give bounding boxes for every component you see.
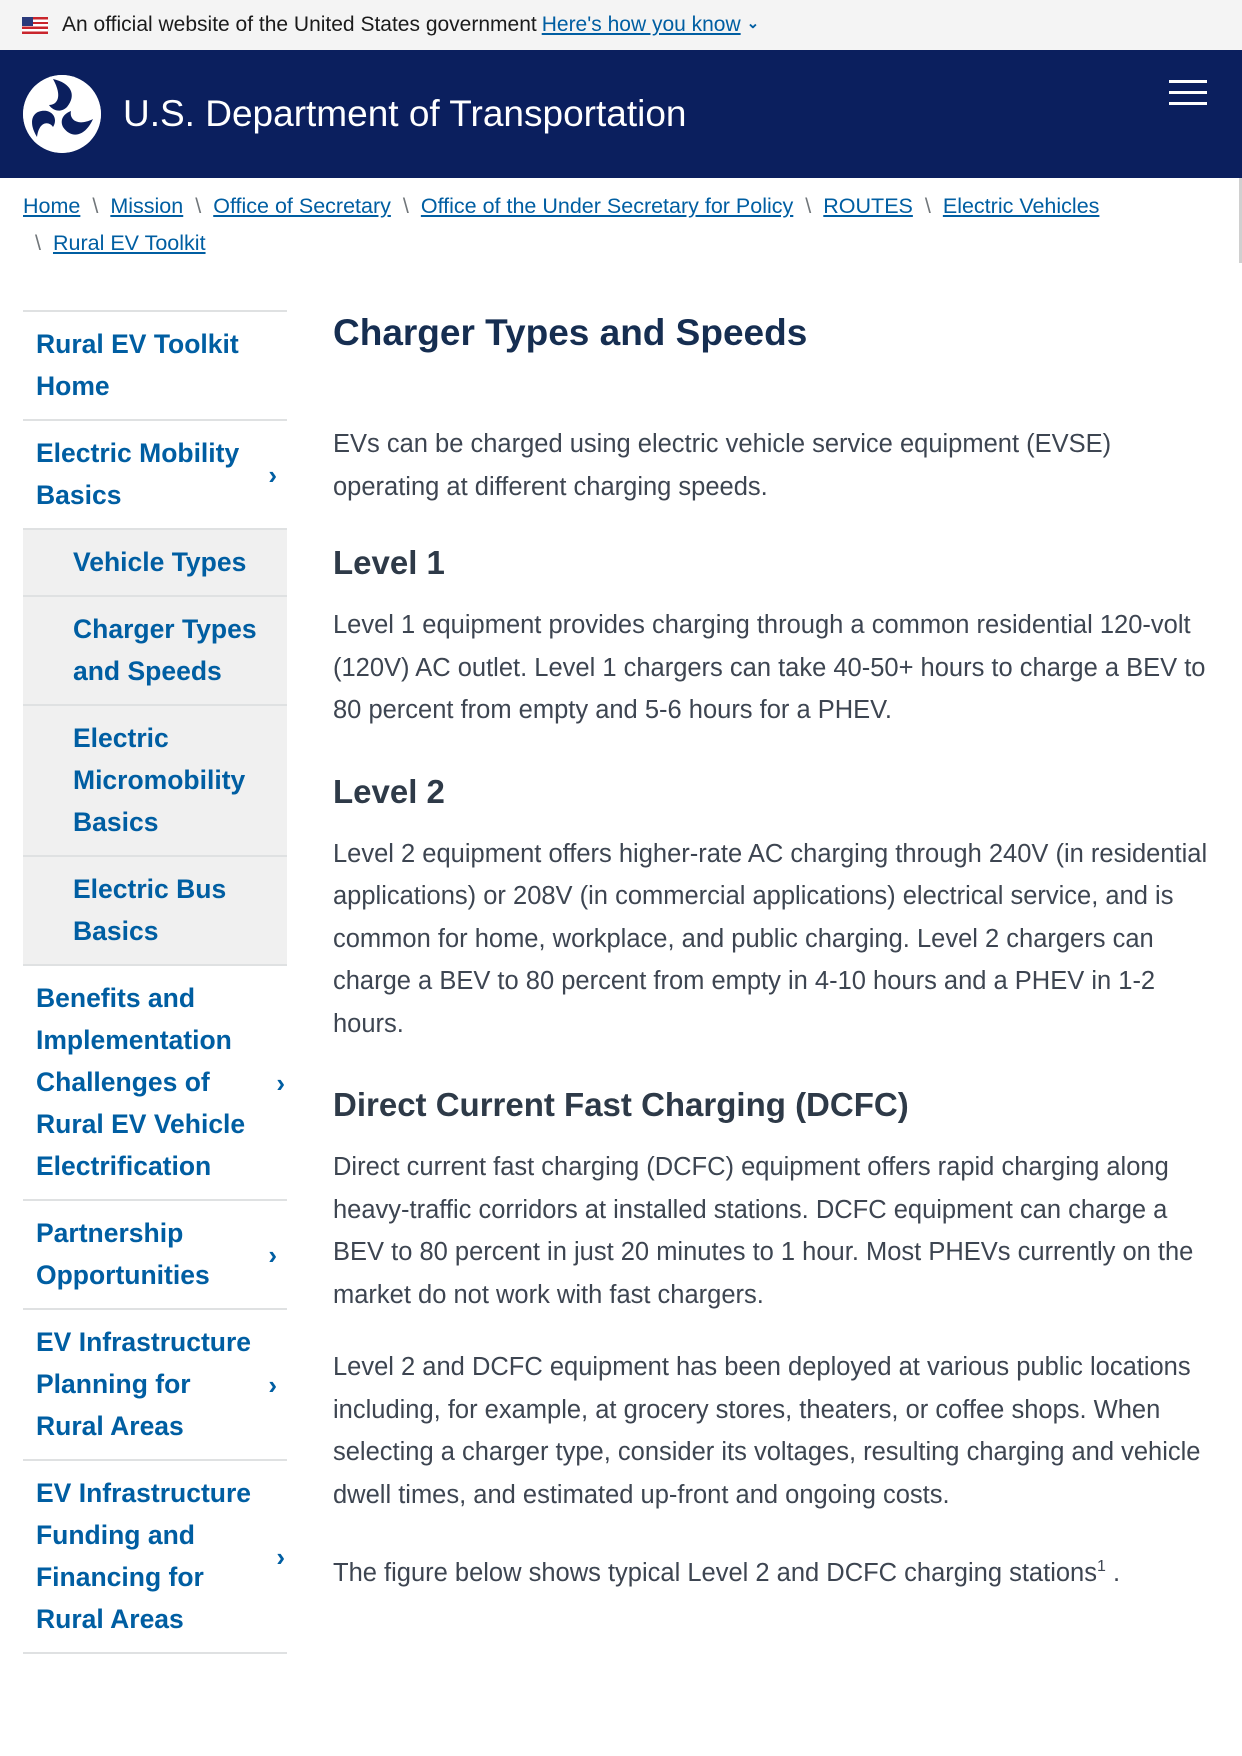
- sidebar-item-benefits-challenges[interactable]: [23, 966, 287, 1201]
- level-1-heading: Level 1: [333, 544, 445, 581]
- breadcrumb-routes[interactable]: ROUTES: [823, 194, 913, 218]
- breadcrumb-under-secretary-policy[interactable]: Office of the Under Secretary for Policy: [420, 194, 794, 218]
- sidebar-subitem-micromobility-basics[interactable]: [23, 706, 287, 857]
- breadcrumb-mission[interactable]: Mission: [110, 194, 184, 218]
- sidebar-subitem-vehicle-types[interactable]: [23, 530, 287, 597]
- sidebar-item-label: EV Infrastructure Planning for Rural Areas: [36, 1327, 252, 1441]
- sidebar-nav: [23, 310, 287, 1654]
- chevron-right-icon[interactable]: ›: [276, 1067, 285, 1098]
- sidebar-item-label: Benefits and Implementation Challenges of Rural EV Vehicle Electrification: [36, 983, 246, 1181]
- gov-banner-text: An official website of the United States government: [62, 13, 537, 36]
- sidebar-item-label: Partnership Opportunities: [36, 1218, 210, 1290]
- chevron-right-icon[interactable]: ›: [276, 1541, 285, 1572]
- breadcrumb-separator: \: [402, 194, 409, 218]
- level-1-paragraph: Level 1 equipment provides charging through a common residential 120-volt (120V) AC outlet. Level 1 chargers can take 40-50+ hours to charge a BEV to 80 percent from empty and 5-6 hours for a PHEV.: [333, 611, 1206, 724]
- breadcrumb-office-of-secretary[interactable]: Office of Secretary: [213, 194, 391, 218]
- breadcrumb-separator: \: [805, 194, 812, 218]
- heres-how-you-know-link[interactable]: Here's how you know: [541, 13, 741, 36]
- figure-intro-paragraph: [333, 1546, 1223, 1595]
- intro-paragraph: EVs can be charged using electric vehicle service equipment (EVSE) operating at different charging speeds.: [333, 430, 1112, 501]
- sidebar-item-label: Rural EV Toolkit Home: [36, 329, 239, 401]
- sidebar-subitem-electric-bus-basics[interactable]: [23, 857, 287, 966]
- hamburger-menu-icon[interactable]: [1169, 80, 1207, 106]
- sidebar-item-partnership-opportunities[interactable]: [23, 1201, 287, 1310]
- dcfc-paragraph: Direct current fast charging (DCFC) equipment offers rapid charging along heavy-traffic corridors at installed stations. DCFC equipment can charge a BEV to 80 percent in just 20 minutes to 1 hour. Most PHEVs currently on the market do not work with fast chargers.: [333, 1153, 1194, 1309]
- chevron-down-icon[interactable]: ⌄: [746, 15, 760, 32]
- deployment-paragraph: Level 2 and DCFC equipment has been deployed at various public locations including, for example, at grocery stores, theaters, or coffee shops. When selecting a charger type, consider its voltages, resulting charging and vehicle dwell times, and estimated up-front and ongoing costs.: [333, 1353, 1201, 1509]
- chevron-right-icon[interactable]: ›: [268, 1239, 277, 1270]
- sidebar-item-label: Charger Types and Speeds: [73, 614, 257, 686]
- sidebar-item-label: Electric Micromobility Basics: [73, 723, 246, 837]
- site-title[interactable]: U.S. Department of Transportation: [123, 93, 687, 134]
- footnote-reference[interactable]: 1: [1096, 1558, 1106, 1575]
- sidebar-item-label: Vehicle Types: [73, 547, 247, 577]
- chevron-right-icon[interactable]: ›: [268, 1369, 277, 1400]
- breadcrumb-separator: \: [195, 194, 202, 218]
- figure-intro-text: The figure below shows typical Level 2 and DCFC charging stations: [333, 1559, 1097, 1587]
- sidebar-item-toolkit-home[interactable]: [23, 312, 287, 421]
- breadcrumb-electric-vehicles[interactable]: Electric Vehicles: [942, 194, 1100, 218]
- breadcrumb-separator: \: [924, 194, 931, 218]
- dot-logo-icon[interactable]: [23, 75, 101, 153]
- sidebar-item-label: EV Infrastructure Funding and Financing for Rural Areas: [36, 1478, 252, 1634]
- us-flag-icon: [22, 17, 48, 34]
- level-2-paragraph: Level 2 equipment offers higher-rate AC charging through 240V (in residential applications) or 208V (in commercial applications) electrical service, and is common for home, workplace, and public charging. Level 2 chargers can charge a BEV to 80 percent from empty in 4-10 hours and a PHEV in 1-2 hours.: [333, 839, 1208, 1038]
- page-title: Charger Types and Speeds: [333, 312, 808, 353]
- breadcrumb: [0, 178, 1200, 262]
- sidebar-item-infrastructure-funding[interactable]: [23, 1461, 287, 1654]
- chevron-right-icon[interactable]: ›: [268, 459, 277, 490]
- site-header: [0, 50, 1242, 178]
- triskelion-logo-graphic: [23, 75, 101, 153]
- sidebar-subitem-charger-types-speeds[interactable]: [23, 597, 287, 706]
- main-content: [333, 305, 1223, 1595]
- sidebar-item-label: Electric Mobility Basics: [36, 438, 240, 510]
- sidebar-item-electric-mobility-basics[interactable]: [23, 421, 287, 530]
- breadcrumb-home[interactable]: Home: [23, 194, 81, 218]
- breadcrumb-separator: \: [92, 194, 99, 218]
- sidebar-item-label: Electric Bus Basics: [73, 874, 227, 946]
- figure-intro-end: .: [1105, 1559, 1121, 1587]
- level-2-heading: Level 2: [333, 772, 445, 810]
- breadcrumb-rural-ev-toolkit[interactable]: Rural EV Toolkit: [52, 231, 206, 255]
- sidebar-item-infrastructure-planning[interactable]: [23, 1310, 287, 1461]
- gov-banner: [0, 0, 1242, 50]
- dcfc-heading: Direct Current Fast Charging (DCFC): [333, 1086, 909, 1123]
- breadcrumb-separator: \: [35, 231, 41, 255]
